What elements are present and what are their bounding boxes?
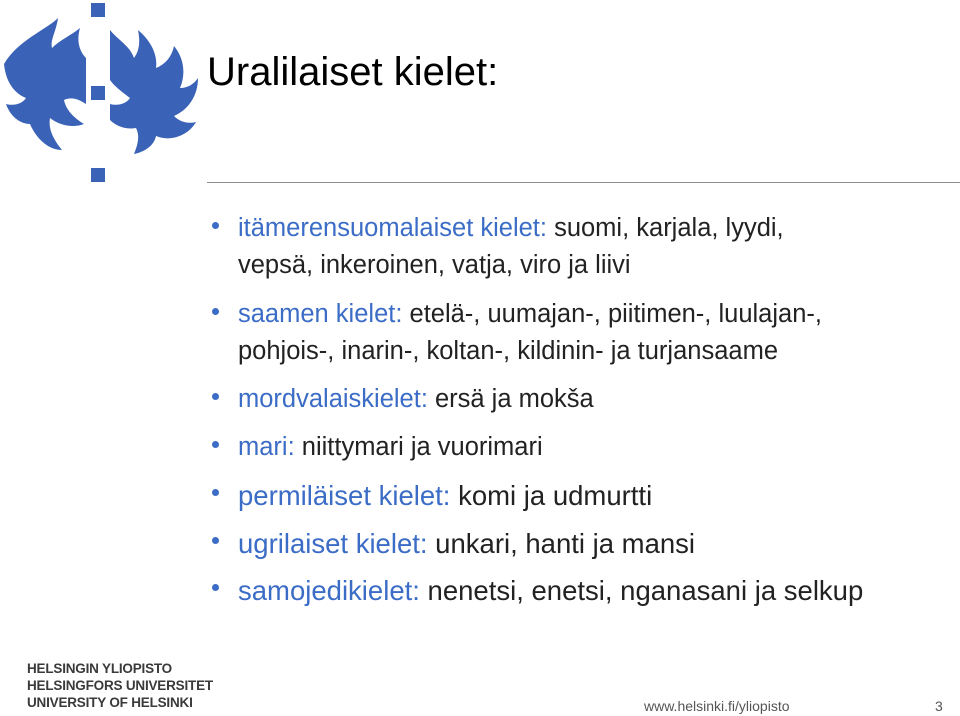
bullet-line [238, 333, 822, 370]
university-name-en: UNIVERSITY OF HELSINKI [27, 695, 193, 710]
bullet-line [238, 477, 652, 514]
bullet-dot-icon [212, 308, 219, 315]
bullet-term: mordvalaiskielet: [238, 385, 428, 413]
bullet-line [238, 525, 695, 562]
bullet-line [238, 247, 784, 284]
bullet-text: komi ja udmurtti [450, 480, 653, 511]
bullet-item [238, 381, 594, 418]
bullet-text: ersä ja mokša [427, 385, 594, 413]
bullet-term: mari: [238, 433, 295, 461]
bullet-dot-icon [212, 441, 219, 448]
bullet-text: etelä-, uumajan-, piitimen-, luulajan-, [402, 300, 822, 328]
bullet-item [238, 429, 543, 466]
bullet-dot-icon [212, 584, 219, 591]
slide-title: Uralilaiset kielet: [207, 50, 499, 94]
university-name-sv: HELSINGFORS UNIVERSITET [27, 678, 213, 693]
bullet-line [238, 210, 784, 247]
bullet-term: itämerensuomalaiset kielet: [238, 214, 547, 242]
bullet-item [238, 296, 822, 370]
bullet-line [238, 429, 543, 466]
bullet-text: vepsä, inkeroinen, vatja, viro ja liivi [238, 251, 631, 279]
bullet-line [238, 381, 594, 418]
bullet-dot-icon [212, 537, 219, 544]
bullet-term: ugrilaiset kielet: [238, 528, 428, 559]
bullet-item [238, 525, 695, 562]
bullet-text: unkari, hanti ja mansi [427, 528, 696, 559]
university-name-block [27, 660, 213, 711]
bullet-text: pohjois-, inarin-, koltan-, kildinin- ja turjansaame [238, 337, 778, 365]
bullet-text: niittymari ja vuorimari [294, 433, 543, 461]
bullet-term: saamen kielet: [238, 300, 403, 328]
bullet-term: samojedikielet: [238, 575, 420, 606]
university-name-fi: HELSINGIN YLIOPISTO [27, 661, 172, 676]
bullet-dot-icon [212, 393, 219, 400]
bullet-text: suomi, karjala, lyydi, [546, 214, 784, 242]
bullet-item [238, 210, 784, 284]
page-number: 3 [935, 698, 943, 714]
bullet-text: nenetsi, enetsi, nganasani ja selkup [419, 575, 864, 606]
bullet-item [238, 477, 652, 514]
bullet-dot-icon [212, 489, 219, 496]
bullet-line [238, 572, 863, 609]
bullet-term: permiläiset kielet: [238, 480, 451, 511]
footer-url: www.helsinki.fi/yliopisto [644, 698, 790, 714]
bullet-item [238, 572, 863, 609]
bullet-line [238, 296, 822, 333]
bullet-dot-icon [212, 222, 219, 229]
